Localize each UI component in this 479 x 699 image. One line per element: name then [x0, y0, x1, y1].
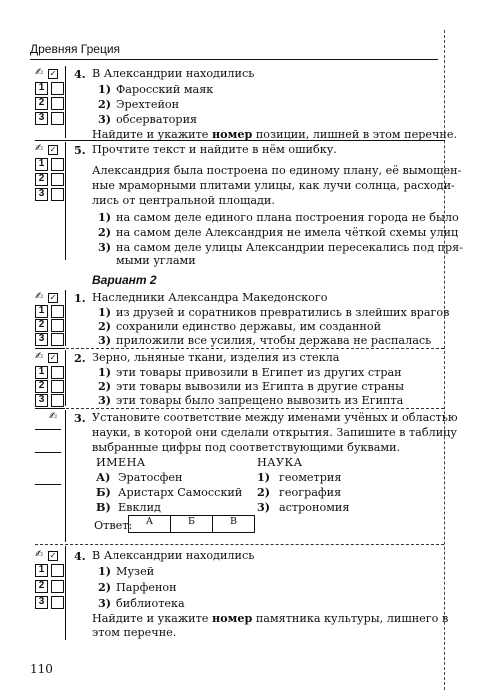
match-item: [96, 500, 161, 516]
option-text: Фаросский маяк: [116, 83, 214, 96]
box-number: 1: [35, 158, 48, 171]
question-separator: [35, 348, 65, 349]
question-number: 3.: [74, 411, 86, 425]
item-letter: Б): [96, 485, 111, 499]
option: [98, 210, 459, 226]
answer-box-2[interactable]: [35, 173, 65, 186]
instruction: [92, 611, 448, 627]
option-text: на самом деле единого плана построения города не было: [116, 211, 459, 224]
option-number: 3): [98, 393, 112, 407]
match-item: [96, 485, 242, 501]
box-number: 1: [35, 82, 48, 95]
box-number: 3: [35, 394, 48, 407]
answer-box-1[interactable]: [35, 564, 65, 577]
item-number: 2): [257, 485, 271, 499]
option-number: 1): [98, 210, 112, 224]
chapter-title: Древняя Греция: [30, 42, 121, 56]
box-number: 3: [35, 333, 48, 346]
box-number: 2: [35, 580, 48, 593]
pen-icon: ✍: [35, 291, 44, 302]
option-number: 2): [98, 225, 112, 239]
option-number: 1): [98, 365, 112, 379]
answer-box-1[interactable]: [35, 158, 65, 171]
answer-cell-header: А: [129, 516, 171, 533]
item-text: астрономия: [279, 501, 350, 514]
instruction-emphasis: номер: [211, 127, 253, 141]
item-text: Аристарх Самосский: [118, 486, 243, 499]
question-number: 4.: [74, 549, 86, 563]
option-text: библиотека: [116, 597, 185, 610]
option: [98, 393, 403, 409]
answer-icons: [35, 145, 65, 155]
answer-input[interactable]: [51, 564, 64, 577]
answer-input[interactable]: [51, 158, 64, 171]
option-number: 3): [98, 240, 112, 254]
item-text: Евклид: [118, 501, 161, 514]
option-text: Эрехтейон: [116, 98, 180, 111]
margin-line: [65, 546, 66, 640]
instruction: [92, 127, 457, 143]
answer-input[interactable]: [51, 580, 64, 593]
question-text-line: науки, в которой они сделали открытия. Запишите в таблицу: [92, 426, 457, 439]
option-number: 2): [98, 97, 112, 111]
question-separator: [35, 408, 65, 409]
pen-icon: ✍: [35, 67, 44, 78]
answer-box-1[interactable]: [35, 305, 65, 318]
passage-line: Александрия была построена по единому плану, её вымощен-: [92, 164, 462, 177]
instruction-text: позиции, лишней в этом перечне.: [252, 128, 458, 141]
passage-line: лись от центральной площади.: [92, 194, 275, 207]
question-text: Прочтите текст и найдите в нём ошибку.: [92, 143, 337, 156]
answer-input[interactable]: [51, 366, 64, 379]
option: [98, 225, 458, 241]
instruction-text: Найдите и укажите: [92, 128, 212, 141]
answer-box-3[interactable]: [35, 188, 65, 201]
checkbox-icon: ✓: [49, 551, 57, 560]
pen-icon: ✍: [35, 549, 44, 560]
answer-icons: [35, 69, 65, 79]
option-number: 1): [98, 305, 112, 319]
option: [98, 580, 177, 596]
item-text: геометрия: [279, 471, 342, 484]
answer-box-3[interactable]: [35, 112, 65, 125]
item-letter: А): [96, 470, 111, 484]
item-letter: В): [96, 500, 111, 514]
option-number: 2): [98, 319, 112, 333]
answer-input[interactable]: [51, 333, 64, 346]
answer-line[interactable]: [35, 452, 61, 453]
answer-box-1[interactable]: [35, 366, 65, 379]
option-number: 1): [98, 564, 112, 578]
instruction-text: памятника культуры, лишнего в: [252, 612, 449, 625]
instruction-text: Найдите и укажите: [92, 612, 212, 625]
option-text: на самом деле улицы Александрии пересекались под пря-: [116, 241, 463, 254]
instruction-continuation: этом перечне.: [92, 626, 177, 639]
option-text: из друзей и соратников превратились в злейших врагов: [116, 306, 450, 319]
answer-input[interactable]: [51, 305, 64, 318]
answer-icons: [35, 353, 65, 363]
box-number: 1: [35, 305, 48, 318]
box-number: 1: [35, 366, 48, 379]
answer-input[interactable]: [51, 394, 64, 407]
box-number: 3: [35, 596, 48, 609]
question-text: В Александрии находились: [92, 549, 255, 562]
question-number: 5.: [74, 143, 86, 157]
answer-input[interactable]: [51, 82, 64, 95]
margin-line: [65, 142, 66, 260]
option-number: 2): [98, 379, 112, 393]
instruction-emphasis: номер: [211, 611, 253, 625]
checkbox-icon: ✓: [49, 293, 57, 302]
answer-box-2[interactable]: [35, 580, 65, 593]
answer-box-3[interactable]: [35, 394, 65, 407]
item-number: 3): [257, 500, 271, 514]
box-number: 2: [35, 380, 48, 393]
option-text: эти товары вывозили из Египта в другие страны: [116, 380, 404, 393]
passage-line: ные мраморными плитами улицы, как лучи солнца, расходи-: [92, 179, 455, 192]
margin-line: [65, 290, 66, 346]
answer-input[interactable]: [51, 112, 64, 125]
option-number: 2): [98, 580, 112, 594]
checkbox-icon: ✓: [49, 69, 57, 78]
question-text: В Александрии находились: [92, 67, 255, 80]
answer-input[interactable]: [51, 380, 64, 393]
box-number: 3: [35, 188, 48, 201]
page-number: 110: [30, 662, 53, 676]
variant-heading: Вариант 2: [92, 273, 157, 287]
answer-input[interactable]: [51, 596, 64, 609]
question-separator: [35, 544, 444, 545]
option: [98, 112, 197, 128]
answer-label: Ответ:: [94, 519, 133, 532]
pen-icon: ✍: [49, 411, 58, 422]
answer-input[interactable]: [51, 188, 64, 201]
question-text: Наследники Александра Македонского: [92, 291, 328, 304]
pen-icon: ✍: [35, 143, 44, 154]
header-rule: [30, 59, 438, 60]
answer-box-2[interactable]: [35, 380, 65, 393]
option: [98, 596, 185, 612]
option: [98, 564, 154, 580]
column-header-science: НАУКА: [257, 456, 303, 469]
option-number: 3): [98, 333, 112, 347]
option-text: Парфенон: [116, 581, 177, 594]
checkbox-icon: ✓: [49, 145, 57, 154]
answer-icons: [35, 413, 65, 423]
question-number: 4.: [74, 67, 86, 81]
option-text: Музей: [116, 565, 155, 578]
answer-table: [128, 515, 255, 533]
match-item: [96, 470, 182, 486]
answer-box-3[interactable]: [35, 596, 65, 609]
box-number: 2: [35, 97, 48, 110]
box-number: 3: [35, 112, 48, 125]
answer-icons: [35, 293, 65, 303]
question-text-line: Установите соответствие между именами учёных и областью: [92, 411, 458, 424]
box-number: 2: [35, 173, 48, 186]
answer-box-3[interactable]: [35, 333, 65, 346]
column-header-names: ИМЕНА: [96, 456, 146, 469]
margin-line: [65, 66, 66, 138]
margin-line: [65, 410, 66, 542]
match-item: [257, 470, 341, 486]
answer-box-2[interactable]: [35, 319, 65, 332]
option-text: обсерватория: [116, 113, 198, 126]
option-text: сохранили единство державы, им созданной: [116, 320, 382, 333]
option-text: приложили все усилия, чтобы держава не распалась: [116, 334, 432, 347]
answer-box-2[interactable]: [35, 97, 65, 110]
answer-line[interactable]: [35, 429, 61, 430]
question-text-line: выбранные цифры под соответствующими буквами.: [92, 441, 401, 454]
item-text: география: [279, 486, 342, 499]
option-number: 3): [98, 112, 112, 126]
question-number: 2.: [74, 351, 86, 365]
match-item: [257, 500, 349, 516]
option-text: на самом деле Александрия не имела чёткой схемы улиц: [116, 226, 459, 239]
option-continuation: мыми углами: [116, 254, 196, 267]
option: [98, 333, 431, 349]
option-text: эти товары было запрещено вывозить из Египта: [116, 394, 404, 407]
item-number: 1): [257, 470, 271, 484]
answer-input[interactable]: [51, 319, 64, 332]
answer-cell-header: В: [213, 516, 255, 533]
option-number: 1): [98, 82, 112, 96]
answer-box-1[interactable]: [35, 82, 65, 95]
answer-cell-header: Б: [171, 516, 213, 533]
checkbox-icon: ✓: [49, 353, 57, 362]
box-number: 2: [35, 319, 48, 332]
question-number: 1.: [74, 291, 86, 305]
item-text: Эратосфен: [118, 471, 183, 484]
question-text: Зерно, льняные ткани, изделия из стекла: [92, 351, 340, 364]
answer-line[interactable]: [35, 484, 61, 485]
answer-icons: [35, 551, 65, 561]
option: [98, 97, 179, 113]
box-number: 1: [35, 564, 48, 577]
answer-input[interactable]: [51, 173, 64, 186]
match-item: [257, 485, 341, 501]
answer-input[interactable]: [51, 97, 64, 110]
option-number: 3): [98, 596, 112, 610]
margin-line: [65, 350, 66, 406]
option: [98, 82, 213, 98]
pen-icon: ✍: [35, 351, 44, 362]
option-text: эти товары привозили в Египет из других стран: [116, 366, 402, 379]
